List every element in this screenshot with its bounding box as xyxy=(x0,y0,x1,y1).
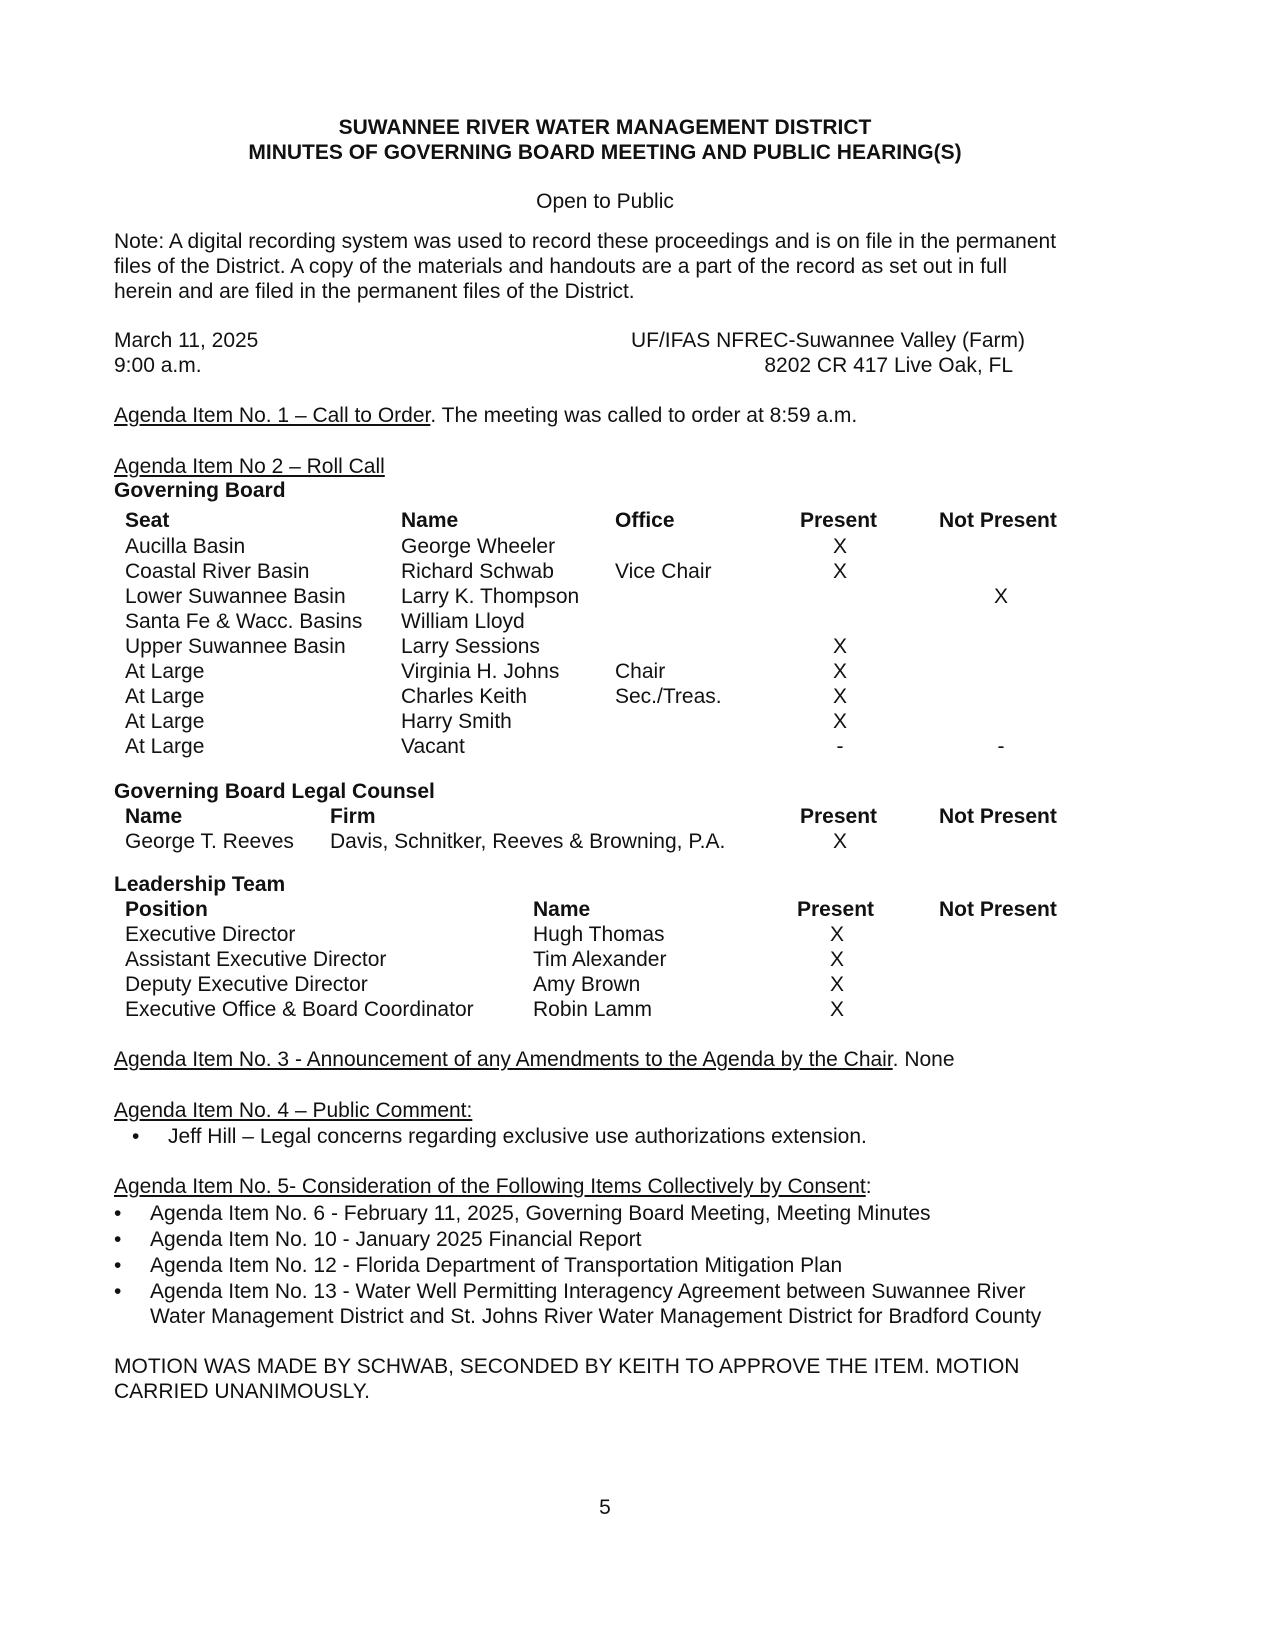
header-title: SUWANNEE RIVER WATER MANAGEMENT DISTRICT xyxy=(338,116,872,139)
meeting-date: March 11, 2025 xyxy=(114,329,259,352)
present-mark: X xyxy=(829,998,844,1021)
legal-counsel-title: Governing Board Legal Counsel xyxy=(114,780,435,803)
present-mark: X xyxy=(832,560,847,583)
office-cell: Chair xyxy=(615,660,666,683)
present-mark: X xyxy=(832,685,847,708)
seat-cell: Upper Suwannee Basin xyxy=(125,635,346,658)
consent-item: Agenda Item No. 10 - January 2025 Financial Report xyxy=(150,1228,642,1251)
column-header-name: Name xyxy=(401,509,459,532)
consent-item: Agenda Item No. 6 - February 11, 2025, Governing Board Meeting, Meeting Minutes xyxy=(150,1202,931,1225)
column-header-present: Present xyxy=(797,898,875,921)
open-to-public: Open to Public xyxy=(536,190,674,213)
agenda-item-2-label: Agenda Item No 2 – Roll Call xyxy=(114,455,385,478)
motion-line: MOTION WAS MADE BY SCHWAB, SECONDED BY KEITH TO APPROVE THE ITEM. MOTION xyxy=(114,1355,1020,1378)
firm-cell: Davis, Schnitker, Reeves & Browning, P.A. xyxy=(330,830,726,853)
not-present-mark: X xyxy=(993,585,1008,608)
bullet-icon: • xyxy=(114,1228,122,1251)
present-mark: X xyxy=(832,535,847,558)
seat-cell: At Large xyxy=(125,685,205,708)
meeting-time: 9:00 a.m. xyxy=(114,354,202,377)
present-mark: X xyxy=(832,830,847,853)
consent-item-continued: Water Management District and St. Johns River Water Management District for Bradford County xyxy=(150,1305,1042,1328)
present-mark: X xyxy=(832,710,847,733)
column-header-firm: Firm xyxy=(330,805,376,828)
agenda-item-3-text: . None xyxy=(892,1048,955,1071)
header-subtitle: MINUTES OF GOVERNING BOARD MEETING AND PUBLIC HEARING(S) xyxy=(248,141,962,164)
column-header-position: Position xyxy=(125,898,208,921)
seat-cell: Lower Suwannee Basin xyxy=(125,585,346,608)
agenda-item-5-label: Agenda Item No. 5- Consideration of the Following Items Collectively by Consent xyxy=(114,1175,866,1198)
name-cell: Charles Keith xyxy=(401,685,528,708)
name-cell: Virginia H. Johns xyxy=(401,660,560,683)
present-mark: X xyxy=(829,923,844,946)
name-cell: Larry Sessions xyxy=(401,635,540,658)
column-header-name: Name xyxy=(533,898,591,921)
name-cell: Larry K. Thompson xyxy=(401,585,580,608)
name-cell: Richard Schwab xyxy=(401,560,554,583)
agenda-item-5 xyxy=(114,1174,872,1199)
seat-cell: Santa Fe & Wacc. Basins xyxy=(125,610,363,633)
name-cell: Hugh Thomas xyxy=(533,923,665,946)
column-header-office: Office xyxy=(615,509,675,532)
seat-cell: At Large xyxy=(125,735,205,758)
column-header-not-present: Not Present xyxy=(939,898,1057,921)
bullet-icon: • xyxy=(114,1202,122,1225)
consent-item: Agenda Item No. 12 - Florida Department of Transportation Mitigation Plan xyxy=(150,1254,843,1277)
page-number: 5 xyxy=(599,1496,611,1519)
agenda-item-4-label: Agenda Item No. 4 – Public Comment: xyxy=(114,1099,473,1122)
agenda-item-5-colon: : xyxy=(865,1175,872,1198)
name-cell: George T. Reeves xyxy=(125,830,294,853)
present-mark: X xyxy=(832,660,847,683)
name-cell: William Lloyd xyxy=(401,610,525,633)
name-cell: Tim Alexander xyxy=(533,948,667,971)
position-cell: Assistant Executive Director xyxy=(125,948,387,971)
present-mark: X xyxy=(829,973,844,996)
name-cell: George Wheeler xyxy=(401,535,556,558)
position-cell: Deputy Executive Director xyxy=(125,973,368,996)
agenda-item-1-label: Agenda Item No. 1 – Call to Order xyxy=(114,404,431,427)
office-cell: Vice Chair xyxy=(615,560,712,583)
column-header-not-present: Not Present xyxy=(939,509,1057,532)
column-header-not-present: Not Present xyxy=(939,805,1057,828)
governing-board-title: Governing Board xyxy=(114,479,286,502)
name-cell: Amy Brown xyxy=(533,973,641,996)
present-mark: X xyxy=(829,948,844,971)
bullet-icon: • xyxy=(114,1280,122,1303)
office-cell: Sec./Treas. xyxy=(615,685,722,708)
name-cell: Vacant xyxy=(401,735,465,758)
column-header-present: Present xyxy=(800,509,878,532)
seat-cell: At Large xyxy=(125,710,205,733)
column-header-present: Present xyxy=(800,805,878,828)
agenda-item-3-label: Agenda Item No. 3 - Announcement of any Amendments to the Agenda by the Chair xyxy=(114,1048,893,1071)
agenda-item-1 xyxy=(114,403,857,428)
note-line: Note: A digital recording system was used to record these proceedings and is on file in the permanent xyxy=(114,230,1057,253)
consent-item: Agenda Item No. 13 - Water Well Permitting Interagency Agreement between Suwannee River xyxy=(150,1280,1026,1303)
position-cell: Executive Office & Board Coordinator xyxy=(125,998,474,1021)
leadership-team-title: Leadership Team xyxy=(114,873,286,896)
present-mark: X xyxy=(832,635,847,658)
meeting-address: 8202 CR 417 Live Oak, FL xyxy=(764,354,1013,377)
agenda-item-3 xyxy=(114,1047,955,1072)
column-header-seat: Seat xyxy=(125,509,170,532)
note-line: herein and are filed in the permanent files of the District. xyxy=(114,280,635,303)
bullet-icon: • xyxy=(132,1125,140,1148)
public-comment-item: Jeff Hill – Legal concerns regarding exclusive use authorizations extension. xyxy=(168,1125,867,1148)
seat-cell: At Large xyxy=(125,660,205,683)
not-present-mark: - xyxy=(997,735,1005,758)
bullet-icon: • xyxy=(114,1254,122,1277)
seat-cell: Coastal River Basin xyxy=(125,560,310,583)
name-cell: Robin Lamm xyxy=(533,998,653,1021)
seat-cell: Aucilla Basin xyxy=(125,535,246,558)
motion-line: CARRIED UNANIMOUSLY. xyxy=(114,1380,370,1403)
agenda-item-1-text: . The meeting was called to order at 8:59 a.m. xyxy=(430,404,858,427)
column-header-name: Name xyxy=(125,805,183,828)
name-cell: Harry Smith xyxy=(401,710,512,733)
meeting-location: UF/IFAS NFREC-Suwannee Valley (Farm) xyxy=(630,329,1025,352)
note-line: files of the District. A copy of the materials and handouts are a part of the record as set out in full xyxy=(114,255,1007,278)
present-mark: - xyxy=(836,735,844,758)
position-cell: Executive Director xyxy=(125,923,296,946)
